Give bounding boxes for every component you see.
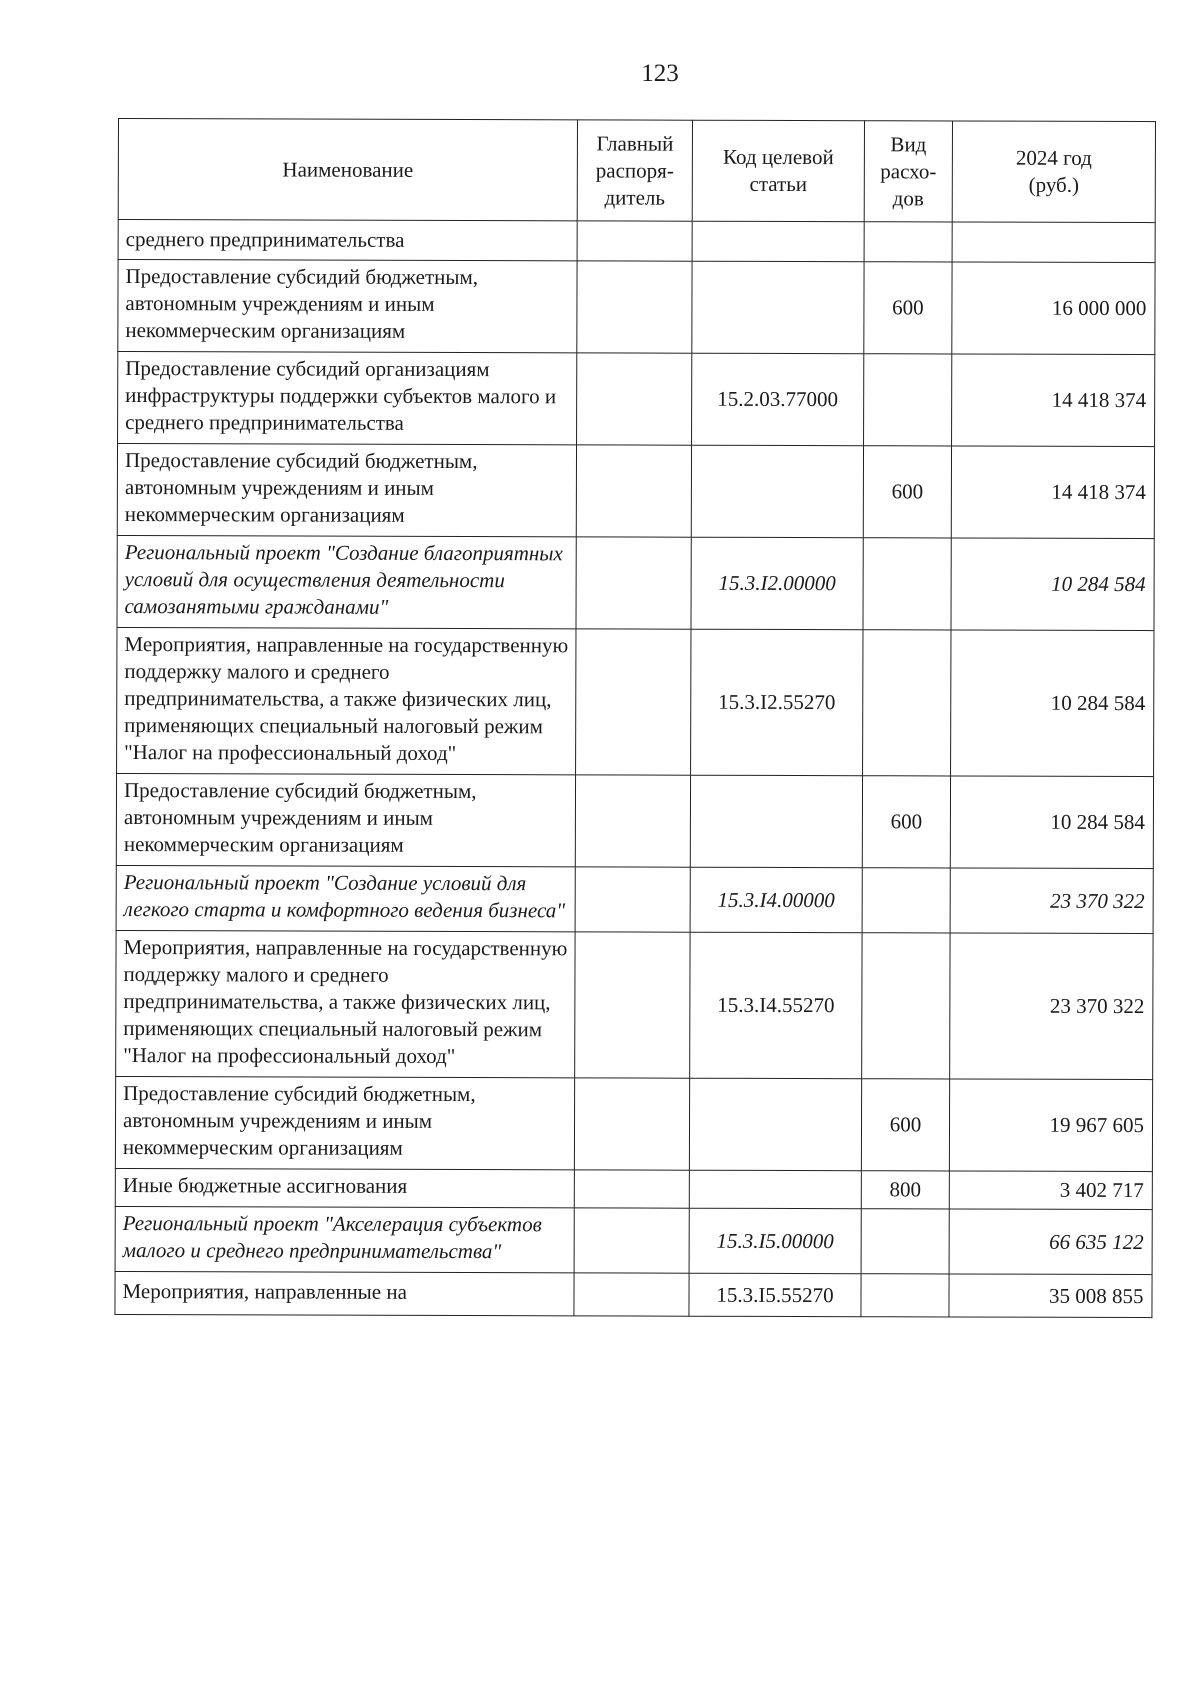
header-name: Наименование [118, 119, 577, 221]
row-name: Региональный проект "Создание благоприятных условий для осуществления деятельности самозанятыми гражданами" [117, 535, 576, 628]
row-name: Предоставление субсидий бюджетным, автономным учреждениям и иным некоммерческим организациям [118, 260, 577, 353]
row-name: Предоставление субсидий бюджетным, автономным учреждениям и иным некоммерческим организациям [116, 773, 575, 866]
header-code: Код целевой статьи [692, 120, 864, 222]
row-kind: 600 [864, 262, 952, 354]
row-code: 15.3.I5.00000 [689, 1208, 861, 1274]
row-admin [574, 1078, 689, 1170]
row-amount: 35 008 855 [949, 1274, 1152, 1318]
row-amount [952, 222, 1155, 263]
table-row [116, 773, 1153, 868]
table-row [115, 1168, 1152, 1209]
table-row [117, 627, 1154, 776]
row-kind [861, 1209, 949, 1274]
row-code [692, 261, 864, 354]
row-admin [574, 1273, 689, 1316]
row-code [691, 445, 863, 538]
row-kind [864, 354, 952, 446]
row-amount: 10 284 584 [950, 776, 1153, 869]
row-amount: 10 284 584 [951, 538, 1154, 631]
table-row [117, 535, 1154, 630]
row-amount: 10 284 584 [951, 630, 1154, 777]
row-code [689, 1078, 861, 1171]
budget-table [114, 118, 1156, 1318]
table-header-row [118, 119, 1155, 223]
table-row [118, 352, 1155, 447]
row-kind: 800 [861, 1171, 949, 1209]
table-row [115, 1206, 1152, 1274]
row-admin [575, 775, 690, 867]
row-code [692, 221, 864, 262]
row-code: 15.3.I5.55270 [689, 1273, 861, 1317]
row-code: 15.3.I2.55270 [691, 629, 863, 776]
row-admin [574, 1208, 689, 1273]
header-kind: Вид расхо-дов [864, 121, 952, 222]
row-kind: 600 [863, 446, 951, 538]
row-code: 15.3.I4.55270 [690, 932, 862, 1079]
row-kind [863, 538, 951, 630]
row-name: среднего предпринимательства [118, 220, 577, 261]
row-admin [577, 261, 692, 353]
row-amount: 3 402 717 [949, 1171, 1152, 1210]
row-name: Мероприятия, направленные на [115, 1271, 574, 1315]
row-admin [575, 867, 690, 932]
row-admin [576, 445, 691, 537]
row-amount: 66 635 122 [949, 1209, 1152, 1275]
row-admin [575, 932, 690, 1078]
table-row [118, 260, 1155, 355]
row-amount: 23 370 322 [950, 933, 1153, 1080]
table-row [115, 1271, 1152, 1317]
row-admin [576, 629, 691, 775]
page-number: 123 [641, 60, 679, 87]
row-kind [862, 868, 950, 933]
row-amount: 23 370 322 [950, 868, 1153, 934]
header-amount: 2024 год (руб.) [952, 121, 1155, 223]
row-name: Региональный проект "Создание условий для легкого старта и комфортного ведения бизнеса" [116, 865, 575, 931]
row-code: 15.3.I4.00000 [690, 867, 862, 933]
row-name: Предоставление субсидий бюджетным, автономным учреждениям и иным некоммерческим организациям [115, 1076, 574, 1169]
row-code: 15.2.03.77000 [692, 353, 864, 446]
row-name: Предоставление субсидий бюджетным, автономным учреждениям и иным некоммерческим организациям [117, 444, 576, 537]
header-admin: Главный распоря-дитель [577, 120, 692, 221]
row-name: Предоставление субсидий организациям инфраструктуры поддержки субъектов малого и среднего предпринимательства [118, 352, 577, 445]
table-row [117, 444, 1154, 539]
row-kind [863, 630, 951, 776]
table-body [115, 220, 1155, 1318]
row-name: Мероприятия, направленные на государственную поддержку малого и среднего предпринимательства, а также физических лиц, применяющих специальный налоговый режим "Налог на профессиональный доход" [117, 627, 576, 774]
row-kind: 600 [862, 776, 950, 868]
row-admin [574, 1170, 689, 1208]
table-row [116, 930, 1153, 1079]
row-code [690, 775, 862, 868]
row-amount: 19 967 605 [949, 1079, 1152, 1172]
row-name: Региональный проект "Акселерация субъектов малого и среднего предпринимательства" [115, 1206, 574, 1272]
row-amount: 14 418 374 [951, 446, 1154, 539]
table-row [118, 220, 1155, 263]
row-code: 15.3.I2.00000 [691, 537, 863, 630]
row-name: Мероприятия, направленные на государственную поддержку малого и среднего предпринимательства, а также физических лиц, применяющих специальный налоговый режим "Налог на профессиональный доход" [116, 930, 575, 1077]
table-row [116, 865, 1153, 933]
row-kind [861, 1274, 949, 1317]
row-amount: 14 418 374 [952, 354, 1155, 447]
row-name: Иные бюджетные ассигнования [115, 1168, 574, 1207]
row-admin [577, 221, 692, 261]
table-row [115, 1076, 1152, 1171]
row-kind [862, 933, 950, 1079]
row-kind: 600 [861, 1079, 949, 1171]
row-amount: 16 000 000 [952, 262, 1155, 355]
row-admin [577, 353, 692, 445]
row-kind [864, 222, 952, 262]
row-admin [576, 537, 691, 629]
row-code [689, 1170, 861, 1209]
